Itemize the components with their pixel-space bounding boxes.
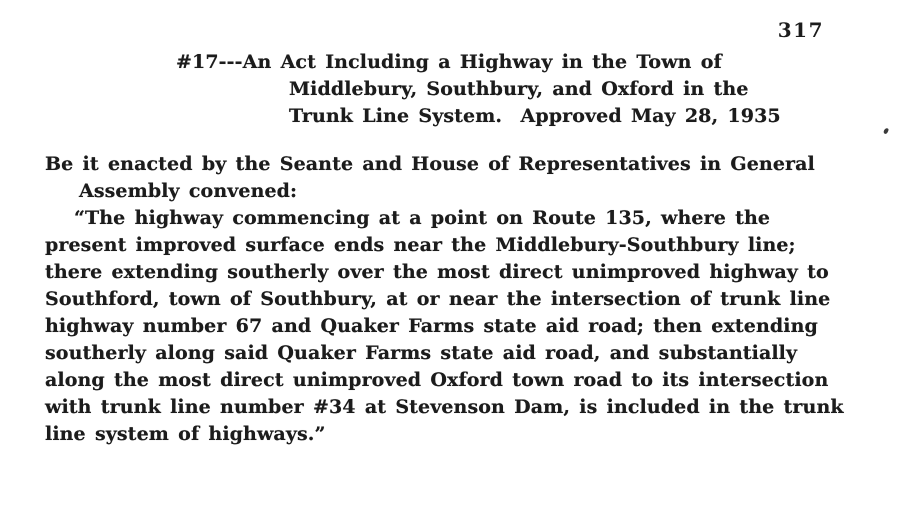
body-line: southerly along said Quaker Farms state aid road, and substantially bbox=[45, 342, 798, 364]
body-line: there extending southerly over the most direct unimproved highway to bbox=[45, 261, 829, 283]
scan-artifact bbox=[883, 127, 889, 134]
body-line: “The highway commencing at a point on Route 135, where the bbox=[74, 207, 771, 229]
body-line: Assembly convened: bbox=[79, 180, 298, 202]
act-heading-line: Middlebury, Southbury, and Oxford in the bbox=[289, 78, 749, 100]
body-line: highway number 67 and Quaker Farms state aid road; then extending bbox=[45, 315, 818, 337]
act-heading-line: Trunk Line System. Approved May 28, 1935 bbox=[289, 105, 781, 127]
body-line: with trunk line number #34 at Stevenson Dam, is included in the trunk bbox=[45, 396, 844, 418]
body-line: line system of highways.” bbox=[45, 423, 326, 445]
body-line: present improved surface ends near the Middlebury-Southbury line; bbox=[45, 234, 796, 256]
body-line: Be it enacted by the Seante and House of Representatives in General bbox=[45, 153, 815, 175]
act-heading-line: #17---An Act Including a Highway in the Town of bbox=[176, 51, 722, 73]
body-line: Southford, town of Southbury, at or near the intersection of trunk line bbox=[45, 288, 831, 310]
page-number: 317 bbox=[777, 18, 824, 42]
body-line: along the most direct unimproved Oxford town road to its intersection bbox=[45, 369, 829, 391]
